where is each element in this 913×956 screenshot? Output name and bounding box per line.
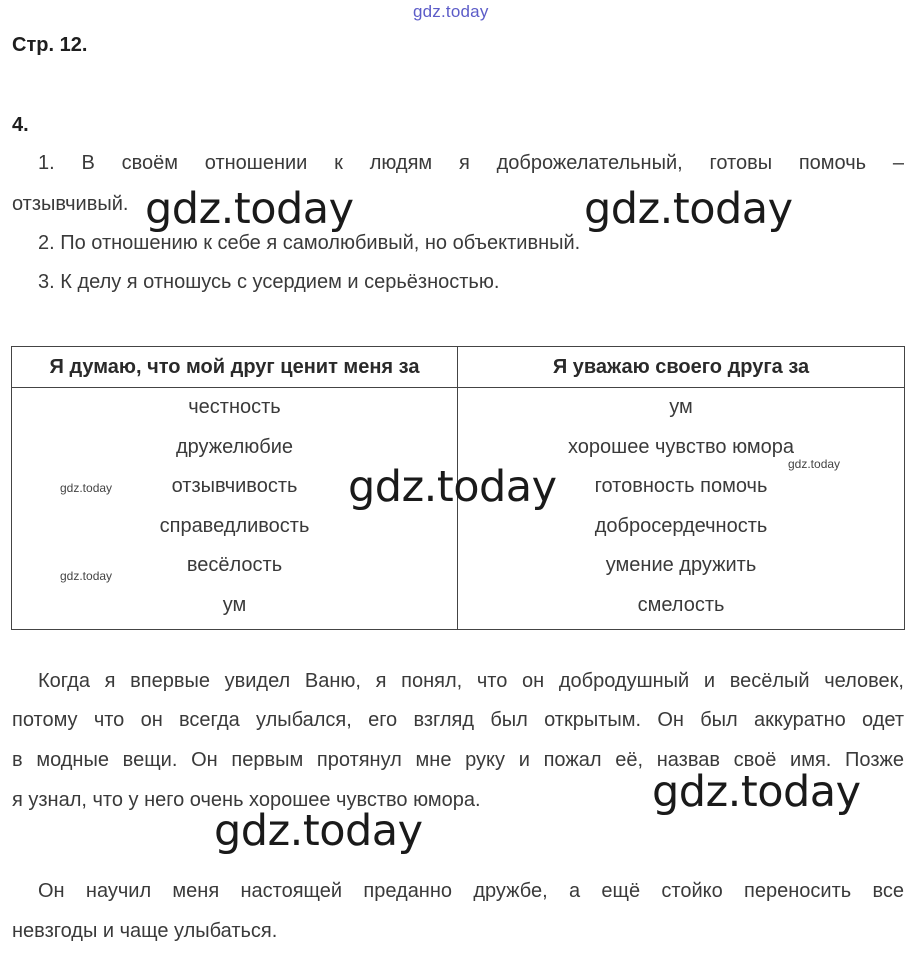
- paragraph-2-line-2: невзгоды и чаще улыбаться.: [12, 920, 278, 942]
- paragraph-1-line-2: потому что он всегда улыбался, его взгляд был открытым. Он был аккуратно одет: [12, 709, 904, 731]
- list-item: хорошее чувство юмора: [568, 435, 794, 458]
- table-header-right: Я уважаю своего друга за: [458, 347, 905, 388]
- statement-2: 2. По отношению к себе я самолюбивый, но объективный.: [38, 232, 581, 254]
- list-item: готовность помочь: [594, 475, 768, 497]
- list-item: ум: [222, 593, 247, 616]
- watermark-large: gdz.today: [584, 184, 793, 234]
- watermark-small: gdz.today: [788, 457, 841, 471]
- watermark-large: gdz.today: [348, 462, 557, 512]
- list-item: дружелюбие: [175, 435, 294, 458]
- paragraph-1-line-3: в модные вещи. Он первым протянул мне руку и пожал её, назвав своё имя. Позже: [12, 749, 904, 771]
- paragraph-1-line-1: Когда я впервые увидел Ваню, я понял, что он добродушный и весёлый человек,: [38, 670, 904, 692]
- watermark-small: gdz.today: [60, 569, 113, 583]
- statement-1-line-1: 1. В своём отношении к людям я доброжелательный, готовы помочь –: [38, 152, 904, 174]
- list-item: весёлость: [186, 554, 283, 576]
- paragraph-2-line-1: Он научил меня настоящей преданно дружбе, а ещё стойко переносить все: [38, 880, 904, 902]
- task-number: 4.: [12, 114, 29, 136]
- list-item: смелость: [637, 593, 725, 616]
- statement-3: 3. К делу я отношусь с усердием и серьёзностью.: [38, 271, 500, 293]
- watermark-large: gdz.today: [214, 806, 423, 856]
- list-item: честность: [188, 396, 281, 418]
- watermark-large: gdz.today: [652, 767, 861, 817]
- watermark-large: gdz.today: [145, 184, 354, 234]
- paragraph-1-line-4: я узнал, что у него очень хорошее чувство юмора.: [12, 789, 481, 811]
- list-item: отзывчивость: [171, 475, 298, 497]
- list-item: умение дружить: [605, 554, 757, 576]
- statement-1-line-2: отзывчивый.: [12, 193, 129, 215]
- page-title: Стр. 12.: [12, 34, 88, 56]
- top-watermark: gdz.today: [413, 2, 489, 21]
- list-item: добросердечность: [594, 514, 768, 537]
- list-item: ум: [669, 396, 693, 418]
- table-header-left: Я думаю, что мой друг ценит меня за: [12, 347, 458, 388]
- list-item: справедливость: [159, 514, 310, 537]
- watermark-small: gdz.today: [60, 481, 113, 495]
